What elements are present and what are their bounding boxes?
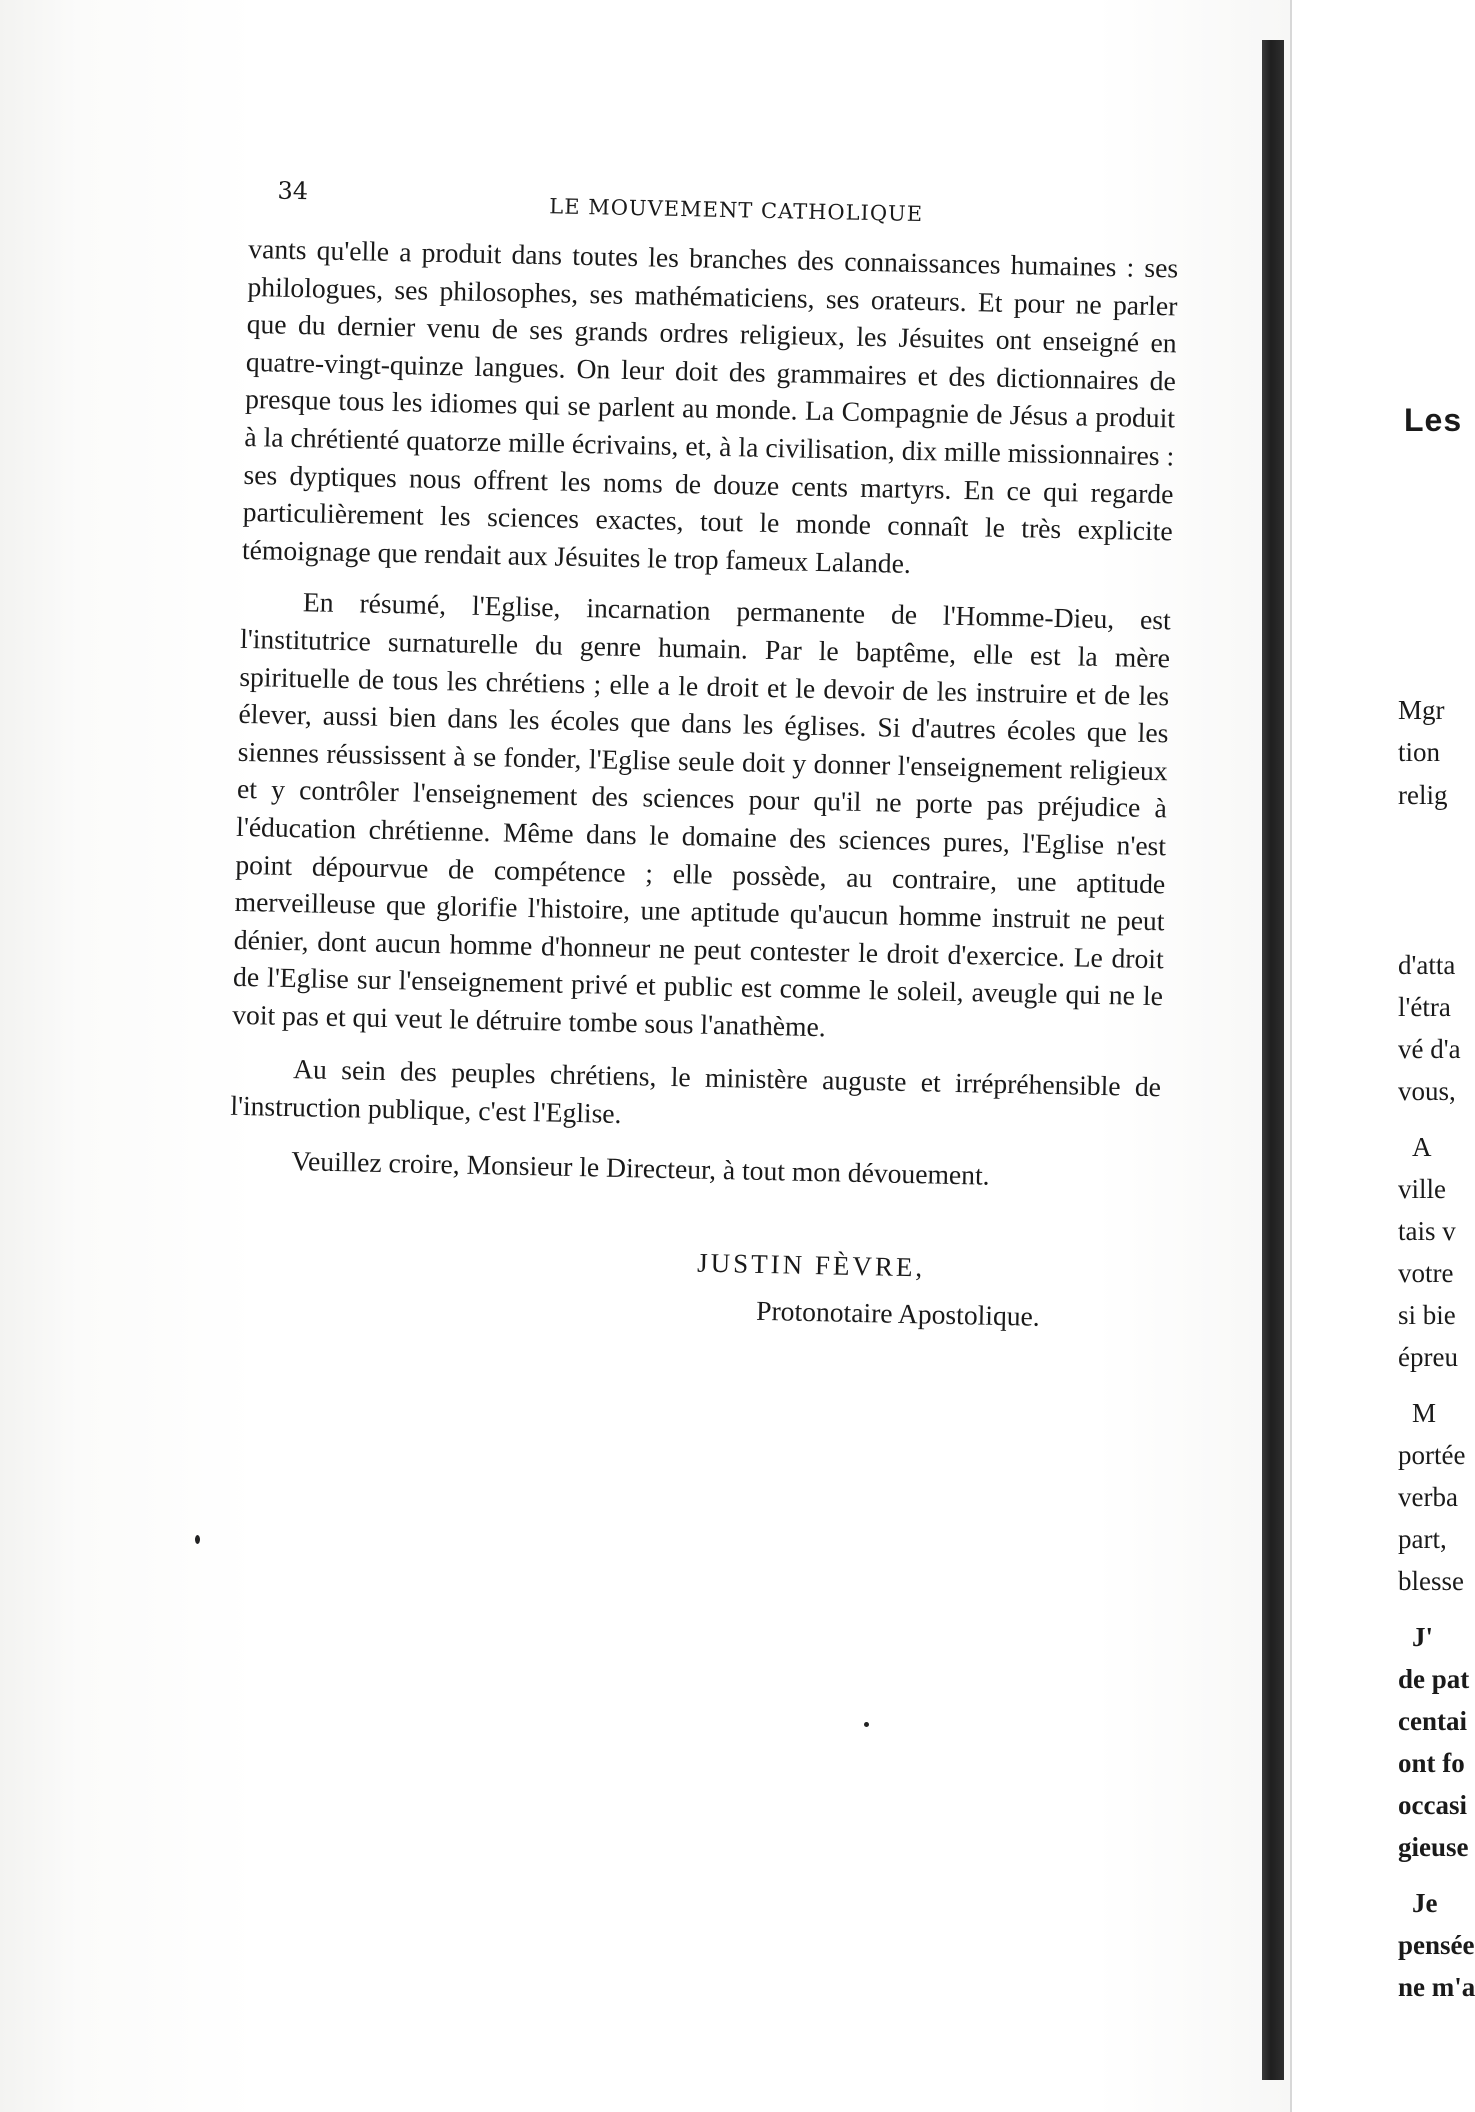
right-page-line: Mgr (1398, 695, 1445, 725)
page-content (225, 170, 1179, 1367)
right-page-line: verba (1398, 1482, 1458, 1512)
right-page-heading: Les (1404, 402, 1463, 438)
paragraph-3: Au sein des peuples chrétiens, le ministère auguste et irrépréhensible de l'instruction publique, c'est l'Eglise. (230, 1053, 1162, 1130)
ink-speck (195, 1535, 200, 1544)
right-page-line: A (1412, 1132, 1432, 1162)
right-page-line: blesse (1398, 1566, 1464, 1596)
page-gutter-edge (1262, 40, 1284, 2080)
right-page-line: ne m'a (1398, 1972, 1475, 2002)
right-page-line: J' (1412, 1622, 1434, 1652)
right-page-line: vé d'a (1398, 1034, 1461, 1064)
right-page-line: Je (1412, 1888, 1438, 1918)
signature-title: Protonotaire Apostolique. (755, 1295, 1041, 1333)
right-page-line: de pat (1398, 1664, 1470, 1694)
signature-name: JUSTIN FÈVRE, (696, 1247, 926, 1283)
right-page-line: relig (1398, 780, 1448, 810)
right-page-line: gieuse (1398, 1832, 1469, 1862)
ink-speck (864, 1722, 869, 1727)
paragraph-4: Veuillez croire, Monsieur le Directeur, à tout mon dévouement. (290, 1144, 990, 1191)
right-page-line: ville (1398, 1174, 1446, 1204)
page-number: 34 (277, 176, 309, 206)
right-page-line: centai (1398, 1706, 1467, 1736)
right-page-line: part, (1398, 1524, 1447, 1554)
right-page-line: pensée (1398, 1930, 1475, 1960)
right-page-line: d'atta (1398, 950, 1456, 980)
right-page-line: ont fo (1398, 1748, 1465, 1778)
signature-block (225, 1238, 1157, 1367)
right-page-line: épreu (1398, 1342, 1458, 1372)
right-page-line: portée (1398, 1440, 1466, 1470)
right-page-line: si bie (1398, 1300, 1456, 1330)
right-page-line: M (1412, 1398, 1437, 1428)
paragraph-2: En résumé, l'Eglise, incarnation permanente de l'Homme-Dieu, est l'institutrice surnaturelle du genre humain. Par le baptême, elle est la mère spirituelle de tous les chrétiens ; elle a le droit et le devoir de les instruire et de les élever, aussi bien dans les écoles que dans les églises. Si d'autres écoles que les siennes réussissent à se fonder, l'Eglise seule doit y donner l'enseignement religieux et y contrôler l'enseignement des sciences pour qu'il ne porte pas préjudice à l'éducation chrétienne. Même dans le domaine des sciences pures, l'Eglise n'est point dépourvue de compétence ; elle possède, au contraire, une aptitude merveilleuse que glorifie l'histoire, une aptitude qu'aucun homme instruit ne peut dénier, dont aucun homme d'honneur ne peut contester le droit d'exercice. Le droit de l'Eglise sur l'enseignement privé et public est comme le soleil, aveugle qui ne le voit pas et qui veut le détruire tombe sous l'anathème. (231, 586, 1172, 1043)
right-page-line: tion (1398, 737, 1441, 767)
paragraph-1: vants qu'elle a produit dans toutes les branches des connaissances humaines : ses philologues, ses philosophes, ses mathématiciens, ses orateurs. Et pour ne parler que du dernier venu de ses grands ordres religieux, les Jésuites ont enseigné en quatre-vingt-quinze langues. On leur doit des grammaires et des dictionnaires de presque tous les idiomes qui se parlent au monde. La Compagnie de Jésus a produit à la chrétienté quatorze mille écrivains, et, à la civilisation, dix mille missionnaires : ses dyptiques nous offrent les noms de douze cents martyrs. En ce qui regarde particulièrement les sciences exactes, tout le monde connaît le très explicite témoignage que rendait aux Jésuites le trop fameux Lalande. (241, 232, 1179, 579)
running-title: LE MOUVEMENT CATHOLIQUE (549, 194, 924, 227)
right-page-line: votre (1398, 1258, 1454, 1288)
right-page-line: vous, (1398, 1076, 1456, 1106)
right-page-line: l'étra (1398, 992, 1451, 1022)
right-page-line: occasi (1398, 1790, 1467, 1820)
right-page-line: tais v (1398, 1216, 1456, 1246)
